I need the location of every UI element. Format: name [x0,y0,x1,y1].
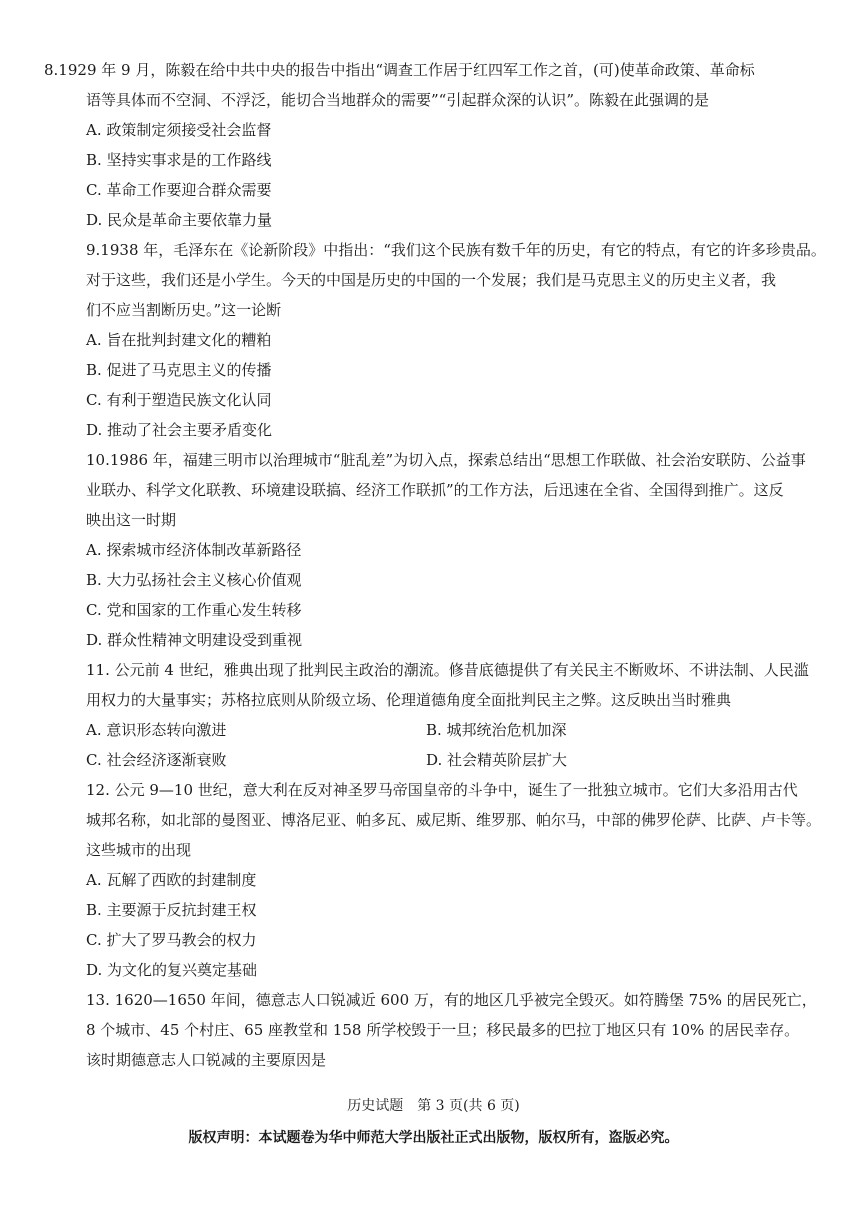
q8-option-c: C. 革命工作要迎合群众需要 [86,181,272,199]
q8-stem-line-1: 8.1929 年 9 月，陈毅在给中共中央的报告中指出“调查工作居于红四军工作之首，(可)使革命政策、革命标 [44,61,755,79]
q10-stem-line-2: 业联办、科学文化联教、环境建设联搞、经济工作联抓”的工作方法，后迅速在全省、全国得到推广。这反 [86,481,784,499]
page-footer: 历史试题 第 3 页(共 6 页) [347,1098,520,1114]
q9-option-a: A. 旨在批判封建文化的糟粕 [86,331,272,349]
q10-stem-line-3: 映出这一时期 [86,511,177,529]
q8-stem-line-2: 语等具体而不空洞、不浮泛，能切合当地群众的需要”“引起群众深的认识”。陈毅在此强调的是 [86,91,710,109]
q11-stem-line-2: 用权力的大量事实；苏格拉底则从阶级立场、伦理道德角度全面批判民主之弊。这反映出当时雅典 [86,691,732,709]
q9-option-d: D. 推动了社会主要矛盾变化 [86,421,273,439]
q8-option-b: B. 坚持实事求是的工作路线 [86,151,272,169]
q11-stem-line-1: 11. 公元前 4 世纪，雅典出现了批判民主政治的潮流。修昔底德提供了有关民主不断败坏、不讲法制、人民滥 [86,661,809,679]
q11-option-b: B. 城邦统治危机加深 [426,721,567,739]
copyright-notice: 版权声明：本试题卷为华中师范大学出版社正式出版物，版权所有，盗版必究。 [188,1130,679,1146]
q12-option-b: B. 主要源于反抗封建王权 [86,901,257,919]
q9-stem-line-1: 9.1938 年，毛泽东在《论新阶段》中指出：“我们这个民族有数千年的历史，有它的特点，有它的许多珍贵品。 [86,241,826,259]
q12-stem-line-2: 城邦名称，如北部的曼图亚、博洛尼亚、帕多瓦、威尼斯、维罗那、帕尔马，中部的佛罗伦萨、比萨、卢卡等。 [86,811,822,829]
q13-stem-line-1: 13. 1620—1650 年间，德意志人口锐减近 600 万，有的地区几乎被完全毁灭。如符腾堡 75% 的居民死亡， [86,991,817,1009]
q12-stem-line-1: 12. 公元 9—10 世纪，意大利在反对神圣罗马帝国皇帝的斗争中，诞生了一批独立城市。它们大多沿用古代 [86,781,798,799]
q13-stem-line-2: 8 个城市、45 个村庄、65 座教堂和 158 所学校毁于一旦；移民最多的巴拉丁地区只有 10% 的居民幸存。 [86,1021,800,1039]
q9-option-b: B. 促进了马克思主义的传播 [86,361,272,379]
q8-option-a: A. 政策制定须接受社会监督 [86,121,272,139]
q8-option-d: D. 民众是革命主要依靠力量 [86,211,273,229]
q9-option-c: C. 有利于塑造民族文化认同 [86,391,272,409]
q9-stem-line-3: 们不应当割断历史。”这一论断 [86,301,282,319]
q13-stem-line-3: 该时期德意志人口锐减的主要原因是 [86,1051,327,1069]
q10-option-c: C. 党和国家的工作重心发生转移 [86,601,302,619]
q12-option-a: A. 瓦解了西欧的封建制度 [86,871,257,889]
q10-stem-line-1: 10.1986 年，福建三明市以治理城市“脏乱差”为切入点，探索总结出“思想工作联做、社会治安联防、公益事 [86,451,806,469]
q11-option-d: D. 社会精英阶层扩大 [426,751,568,769]
q12-stem-line-3: 这些城市的出现 [86,841,192,859]
q10-option-a: A. 探索城市经济体制改革新路径 [86,541,302,559]
q10-option-d: D. 群众性精神文明建设受到重视 [86,631,303,649]
q11-option-a: A. 意识形态转向激进 [86,721,227,739]
q9-stem-line-2: 对于这些，我们还是小学生。今天的中国是历史的中国的一个发展；我们是马克思主义的历史主义者，我 [86,271,777,289]
q12-option-d: D. 为文化的复兴奠定基础 [86,961,258,979]
q12-option-c: C. 扩大了罗马教会的权力 [86,931,257,949]
q11-option-c: C. 社会经济逐渐衰败 [86,751,227,769]
q10-option-b: B. 大力弘扬社会主义核心价值观 [86,571,302,589]
